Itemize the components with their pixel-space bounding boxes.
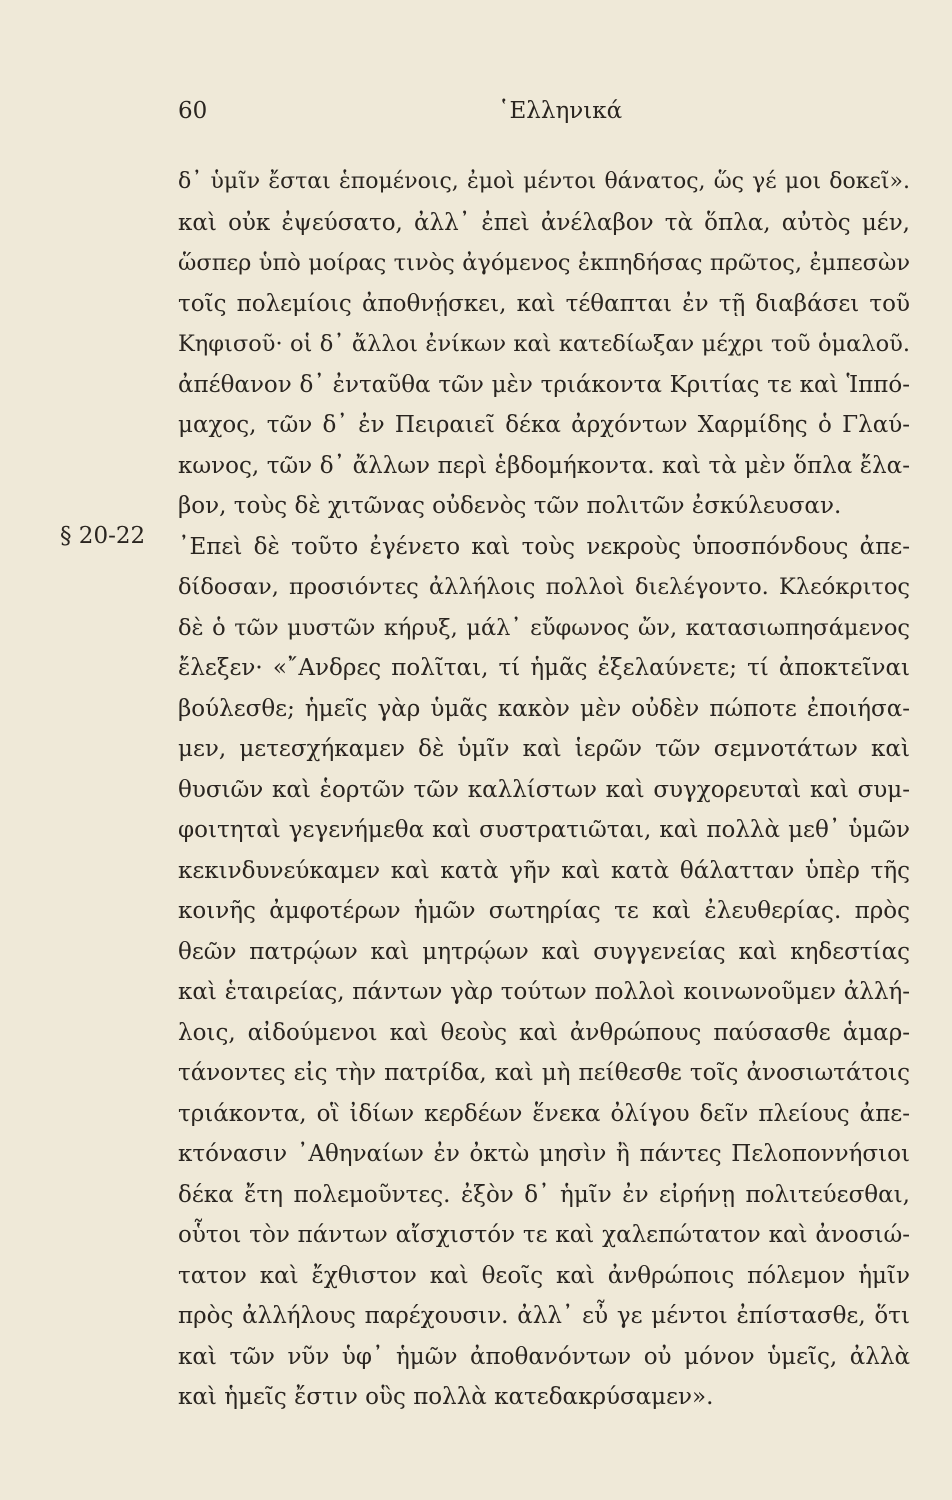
text-line: θεῶν πατρῴων καὶ μητρῴων καὶ συγγενείας καὶ κηδεστίας — [178, 938, 910, 965]
text-line: ὥσπερ ὑπὸ μοίρας τινὸς ἀγόμενος ἐκπηδήσας πρῶτος, ἐμπεσὼν — [178, 250, 910, 276]
text-line: οὗτοι τὸν πάντων αἴσχιστόν τε καὶ χαλεπώτατον καὶ ἀνοσιώ- — [178, 1222, 910, 1248]
text-line: καὶ ἡμεῖς ἔστιν οὓς πολλὰ κατεδακρύσαμεν». — [178, 1384, 714, 1410]
greek-text-body — [178, 162, 910, 1418]
text-line: δ᾽ ὑμῖν ἔσται ἑπομένοις, ἐμοὶ μέντοι θάνατος, ὥς γέ μοι δοκεῖ». — [178, 169, 910, 194]
text-line: λοις, αἰδούμενοι καὶ θεοὺς καὶ ἀνθρώπους παύσασθε ἁμαρ- — [178, 1019, 910, 1046]
text-line: κεκινδυνεύκαμεν καὶ κατὰ γῆν καὶ κατὰ θάλατταν ὑπὲρ τῆς — [178, 857, 910, 884]
text-line: καὶ ἑταιρείας, πάντων γὰρ τούτων πολλοὶ κοινωνοῦμεν ἀλλή- — [178, 979, 910, 1005]
page-header — [178, 98, 918, 138]
text-line: ἔλεξεν· «῎Ανδρες πολῖται, τί ἡμᾶς ἐξελαύνετε; τί ἀποκτεῖναι — [178, 655, 910, 681]
text-line: πρὸς ἀλλήλους παρέχουσιν. ἀλλ᾽ εὖ γε μέντοι ἐπίστασθε, ὅτι — [178, 1303, 910, 1329]
text-line: μαχος, τῶν δ᾽ ἐν Πειραιεῖ δέκα ἀρχόντων Χαρμίδης ὁ Γλαύ- — [178, 412, 910, 438]
text-line: τατον καὶ ἔχθιστον καὶ θεοῖς καὶ ἀνθρώποις πόλεμον ἡμῖν — [178, 1262, 910, 1289]
text-line: βον, τοὺς δὲ χιτῶνας οὐδενὸς τῶν πολιτῶν ἐσκύλευσαν. — [178, 493, 842, 519]
text-line: ᾽Επεὶ δὲ τοῦτο ἐγένετο καὶ τοὺς νεκροὺς ὑποσπόνδους ἀπε- — [178, 533, 910, 560]
page-number: 60 — [178, 98, 208, 124]
text-line: θυσιῶν καὶ ἑορτῶν τῶν καλλίστων καὶ συγχορευταὶ καὶ συμ- — [178, 776, 910, 803]
text-line: δίδοσαν, προσιόντες ἀλλήλοις πολλοὶ διελέγοντο. Κλεόκριτος — [178, 574, 910, 600]
text-line: κτόνασιν ᾽Αθηναίων ἐν ὀκτὼ μησὶν ἢ πάντες Πελοποννήσιοι — [178, 1141, 910, 1167]
section-marker: § 20-22 — [60, 523, 146, 549]
text-line: κοινῆς ἀμφοτέρων ἡμῶν σωτηρίας τε καὶ ἐλευθερίας. πρὸς — [178, 898, 910, 924]
text-line: δὲ ὁ τῶν μυστῶν κήρυξ, μάλ᾽ εὔφωνος ὤν, κατασιωπησάμενος — [178, 614, 910, 641]
text-line: μεν, μετεσχήκαμεν δὲ ὑμῖν καὶ ἱερῶν τῶν σεμνοτάτων καὶ — [178, 736, 910, 762]
text-line: τριάκοντα, οἳ ἰδίων κερδέων ἕνεκα ὀλίγου δεῖν πλείους ἀπε- — [178, 1100, 910, 1127]
text-line: δέκα ἔτη πολεμοῦντες. ἐξὸν δ᾽ ἡμῖν ἐν εἰρήνῃ πολιτεύεσθαι, — [178, 1181, 910, 1208]
text-line: τοῖς πολεμίοις ἀποθνῄσκει, καὶ τέθαπται ἐν τῇ διαβάσει τοῦ — [178, 290, 910, 317]
text-line: τάνοντες εἰς τὴν πατρίδα, καὶ μὴ πείθεσθε τοῖς ἀνοσιωτάτοις — [178, 1060, 910, 1086]
text-line: κωνος, τῶν δ᾽ ἄλλων περὶ ἑβδομήκοντα. καὶ τὰ μὲν ὅπλα ἔλα- — [178, 452, 910, 479]
running-title: ῾Ελληνικά — [498, 98, 623, 124]
text-line: καὶ τῶν νῦν ὑφ᾽ ἡμῶν ἀποθανόντων οὐ μόνον ὑμεῖς, ἀλλὰ — [178, 1343, 910, 1370]
text-line: Κηφισοῦ· οἱ δ᾽ ἄλλοι ἐνίκων καὶ κατεδίωξαν μέχρι τοῦ ὁμαλοῦ. — [178, 331, 910, 357]
text-line: καὶ οὐκ ἐψεύσατο, ἀλλ᾽ ἐπεὶ ἀνέλαβον τὰ ὅπλα, αὐτὸς μέν, — [178, 209, 910, 236]
text-line: ἀπέθανον δ᾽ ἐνταῦθα τῶν μὲν τριάκοντα Κριτίας τε καὶ Ἱππό- — [178, 371, 910, 398]
text-line: φοιτηταὶ γεγενήμεθα καὶ συστρατιῶται, καὶ πολλὰ μεθ᾽ ὑμῶν — [178, 817, 910, 843]
text-line: βούλεσθε; ἡμεῖς γὰρ ὑμᾶς κακὸν μὲν οὐδὲν πώποτε ἐποιήσα- — [178, 695, 910, 722]
